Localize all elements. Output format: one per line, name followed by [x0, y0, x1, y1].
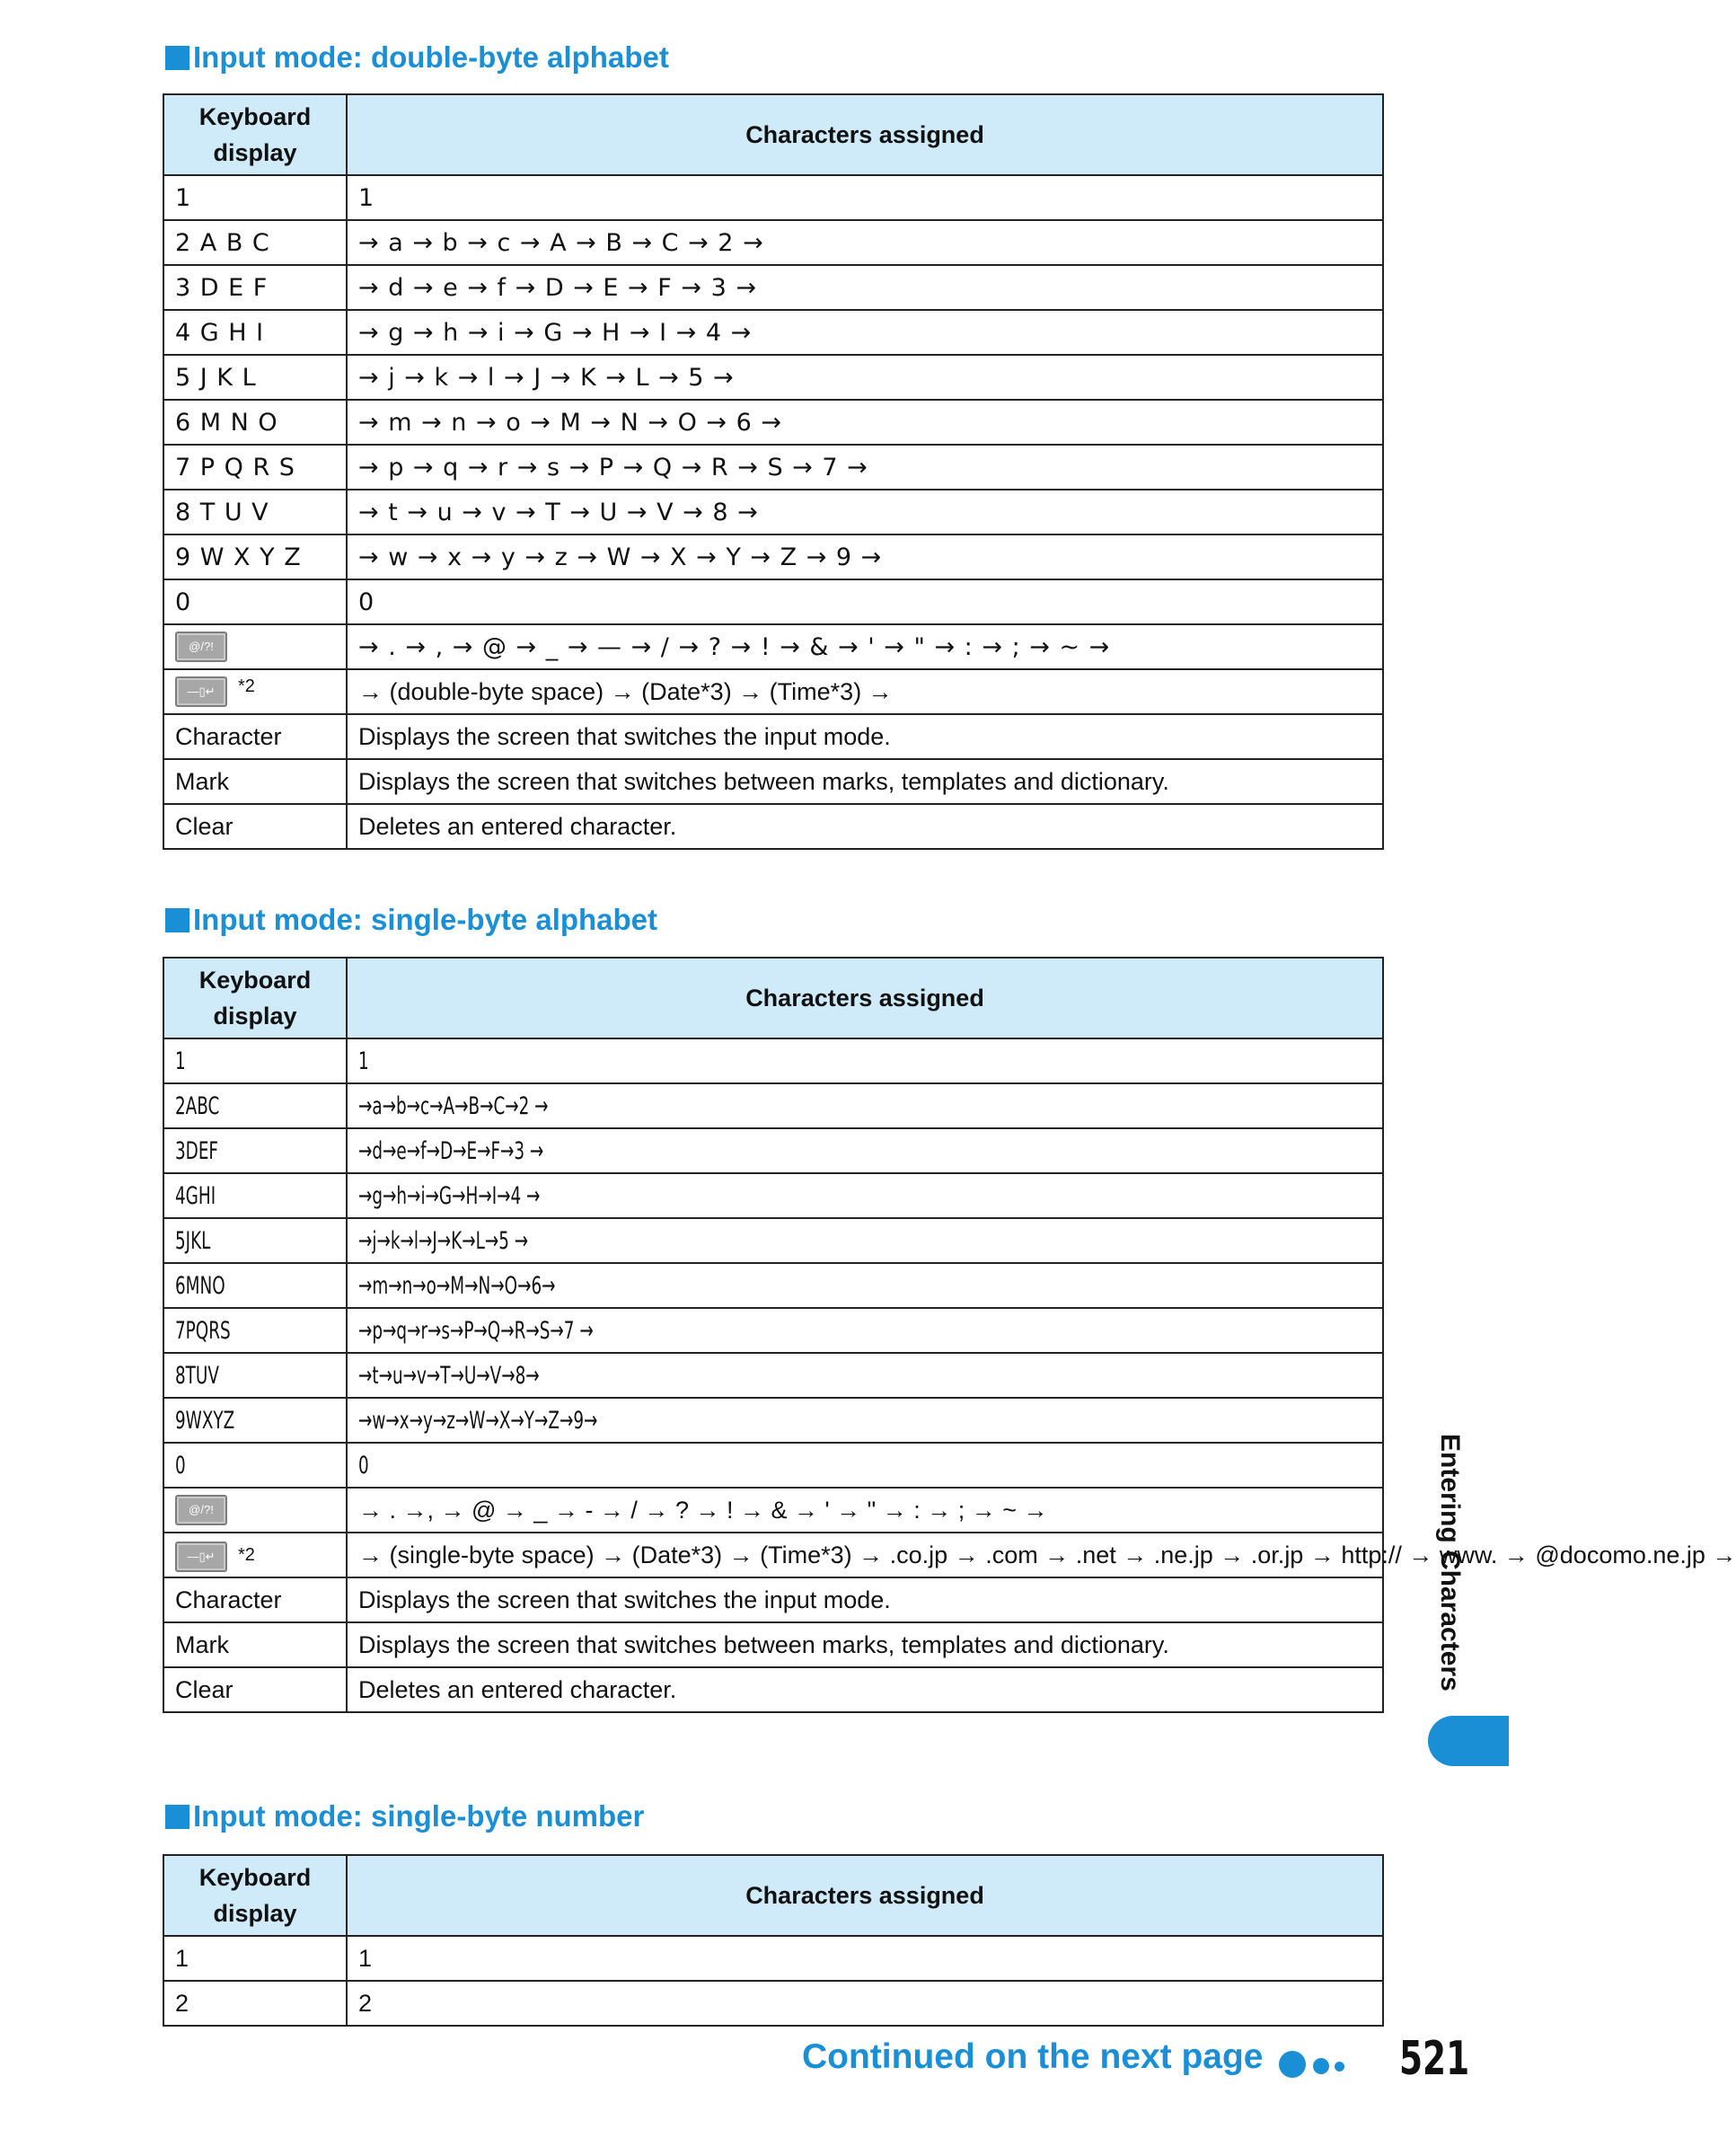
chars-cell: Deletes an entered character. [347, 804, 1383, 849]
table-header-row [163, 1855, 1383, 1936]
table-row [163, 759, 1383, 804]
chars-cell: 0 [347, 579, 1383, 624]
key-cell [163, 1173, 347, 1218]
key-cell: 8 T U V [163, 490, 347, 534]
key-cell [163, 1308, 347, 1353]
double-byte-alphabet-table [163, 93, 1384, 850]
key-text: 9WXYZ [175, 1406, 235, 1435]
table-row [163, 534, 1383, 579]
mark-key-icon: @/?! [175, 632, 227, 662]
chars-cell: → m → n → o → M → N → O → 6 → [347, 400, 1383, 445]
chars-text: →j→k→l→J→K→L→5 → [358, 1226, 529, 1255]
key-text: 3DEF [175, 1136, 218, 1165]
chars-cell: → (single-byte space) → (Date*3) → (Time*3) → .co.jp → .com → .net → .ne.jp → .or.jp → http:// → www. → @docomo.ne.jp → [347, 1533, 1383, 1577]
chars-cell: → . → , → @ → _ → — → / → ? → ! → & → ' → " → : → ; → ~ → [347, 624, 1383, 669]
table-row [163, 714, 1383, 759]
key-cell: 2 A B C [163, 220, 347, 265]
key-cell [163, 1353, 347, 1398]
page-number: 521 [1399, 2032, 1470, 2086]
key-cell [163, 1263, 347, 1308]
chars-cell [347, 1038, 1383, 1083]
chars-text: 0 [358, 1451, 369, 1480]
key-cell [163, 669, 347, 714]
section-title-single-byte-alphabet [165, 903, 657, 937]
table-row [163, 400, 1383, 445]
key-cell: 4 G H I [163, 310, 347, 355]
header-characters-assigned: Characters assigned [347, 1855, 1383, 1936]
table-row [163, 490, 1383, 534]
footnote-ref: *2 [238, 676, 255, 696]
key-cell [163, 1038, 347, 1083]
chars-cell: 1 [347, 175, 1383, 220]
chars-cell [347, 1128, 1383, 1173]
key-cell: Character [163, 714, 347, 759]
key-cell: 1 [163, 1936, 347, 1981]
key-cell: 2 [163, 1981, 347, 2026]
table-row [163, 669, 1383, 714]
key-cell [163, 624, 347, 669]
space-key-icon: —▯↵ [175, 1542, 227, 1572]
chars-cell: → a → b → c → A → B → C → 2 → [347, 220, 1383, 265]
space-key-icon: —▯↵ [175, 676, 227, 707]
key-text: 7PQRS [175, 1316, 231, 1345]
key-cell [163, 1533, 347, 1577]
key-cell: Mark [163, 759, 347, 804]
key-cell: 0 [163, 579, 347, 624]
table-row [163, 1218, 1383, 1263]
chars-cell: → p → q → r → s → P → Q → R → S → 7 → [347, 445, 1383, 490]
table-row [163, 1981, 1383, 2026]
chars-cell [347, 1353, 1383, 1398]
chars-cell: → d → e → f → D → E → F → 3 → [347, 265, 1383, 310]
table-row [163, 804, 1383, 849]
section-title-text: Input mode: single-byte alphabet [193, 903, 658, 936]
chars-cell: → (double-byte space) → (Date*3) → (Time*3) → [347, 669, 1383, 714]
key-text: 8TUV [175, 1361, 219, 1390]
chars-cell: → t → u → v → T → U → V → 8 → [347, 490, 1383, 534]
table-row [163, 1398, 1383, 1443]
table-row [163, 579, 1383, 624]
square-bullet-icon [165, 46, 189, 70]
continued-on-next-page: Continued on the next page [802, 2037, 1264, 2076]
table-row [163, 1353, 1383, 1398]
header-characters-assigned: Characters assigned [347, 94, 1383, 175]
key-cell: Character [163, 1577, 347, 1622]
chars-cell [347, 1263, 1383, 1308]
chars-cell: → . →, → @ → _ → - → / → ? → ! → & → ' → " → : → ; → ~ → [347, 1488, 1383, 1533]
chars-text: →w→x→y→z→W→X→Y→Z→9→ [358, 1406, 598, 1435]
key-cell [163, 1488, 347, 1533]
chars-cell: → g → h → i → G → H → I → 4 → [347, 310, 1383, 355]
section-title-text: Input mode: single-byte number [193, 1799, 645, 1833]
key-cell: 9 W X Y Z [163, 534, 347, 579]
chars-cell [347, 1173, 1383, 1218]
side-tab-marker [1428, 1716, 1509, 1766]
table-row [163, 624, 1383, 669]
chars-cell [347, 1218, 1383, 1263]
table-row [163, 1308, 1383, 1353]
table-row [163, 1667, 1383, 1712]
mark-key-icon: @/?! [175, 1495, 227, 1525]
chars-cell [347, 1308, 1383, 1353]
chars-cell [347, 1083, 1383, 1128]
key-cell: 5 J K L [163, 355, 347, 400]
header-keyboard-display: Keyboard display [163, 94, 347, 175]
section-title-double-byte-alphabet [165, 40, 669, 75]
chars-cell: → j → k → l → J → K → L → 5 → [347, 355, 1383, 400]
chars-text: →d→e→f→D→E→F→3 → [358, 1136, 544, 1165]
key-text: 2ABC [175, 1091, 220, 1120]
square-bullet-icon [165, 908, 189, 932]
table-row [163, 220, 1383, 265]
table-row [163, 1443, 1383, 1488]
key-text: 4GHI [175, 1181, 216, 1210]
table-row [163, 1038, 1383, 1083]
header-characters-assigned: Characters assigned [347, 958, 1383, 1038]
key-cell [163, 1443, 347, 1488]
key-text: 1 [175, 1047, 186, 1075]
chars-cell: Displays the screen that switches the input mode. [347, 714, 1383, 759]
chars-text: 1 [358, 1047, 369, 1075]
table-row [163, 265, 1383, 310]
chars-cell: Displays the screen that switches between marks, templates and dictionary. [347, 759, 1383, 804]
header-keyboard-display: Keyboard display [163, 958, 347, 1038]
single-byte-number-table [163, 1854, 1384, 2027]
chars-text: →t→u→v→T→U→V→8→ [358, 1361, 540, 1390]
footnote-ref: *2 [238, 1545, 255, 1565]
chars-cell [347, 1398, 1383, 1443]
table-row [163, 1577, 1383, 1622]
key-cell [163, 1128, 347, 1173]
key-cell: 7 P Q R S [163, 445, 347, 490]
table-row [163, 1533, 1383, 1577]
side-tab-label: Entering Characters [1435, 1434, 1465, 1692]
square-bullet-icon [165, 1805, 189, 1829]
chars-text: →m→n→o→M→N→O→6→ [358, 1271, 556, 1300]
section-title-text: Input mode: double-byte alphabet [193, 40, 669, 74]
key-cell: 1 [163, 175, 347, 220]
chars-cell: 2 [347, 1981, 1383, 2026]
table-row [163, 310, 1383, 355]
table-row [163, 1936, 1383, 1981]
chars-cell: Deletes an entered character. [347, 1667, 1383, 1712]
chars-text: →a→b→c→A→B→C→2 → [358, 1091, 549, 1120]
key-cell: 3 D E F [163, 265, 347, 310]
table-row [163, 1083, 1383, 1128]
chars-text: →p→q→r→s→P→Q→R→S→7 → [358, 1316, 594, 1345]
chars-cell: Displays the screen that switches the input mode. [347, 1577, 1383, 1622]
header-keyboard-display: Keyboard display [163, 1855, 347, 1936]
table-header-row [163, 94, 1383, 175]
table-row [163, 445, 1383, 490]
table-header-row [163, 958, 1383, 1038]
table-row [163, 1173, 1383, 1218]
key-cell: Clear [163, 804, 347, 849]
chars-cell [347, 1443, 1383, 1488]
chars-cell: 1 [347, 1936, 1383, 1981]
key-cell [163, 1218, 347, 1263]
key-text: 6MNO [175, 1271, 225, 1300]
key-cell [163, 1083, 347, 1128]
table-row [163, 1488, 1383, 1533]
chars-cell: → w → x → y → z → W → X → Y → Z → 9 → [347, 534, 1383, 579]
key-cell [163, 1398, 347, 1443]
key-cell: 6 M N O [163, 400, 347, 445]
table-row [163, 1263, 1383, 1308]
key-text: 0 [175, 1451, 186, 1480]
table-row [163, 175, 1383, 220]
chars-text: →g→h→i→G→H→I→4 → [358, 1181, 541, 1210]
key-cell: Mark [163, 1622, 347, 1667]
section-title-single-byte-number [165, 1799, 644, 1833]
table-row [163, 1622, 1383, 1667]
table-row [163, 355, 1383, 400]
table-row [163, 1128, 1383, 1173]
key-text: 5JKL [175, 1226, 211, 1255]
chars-cell: Displays the screen that switches between marks, templates and dictionary. [347, 1622, 1383, 1667]
key-cell: Clear [163, 1667, 347, 1712]
